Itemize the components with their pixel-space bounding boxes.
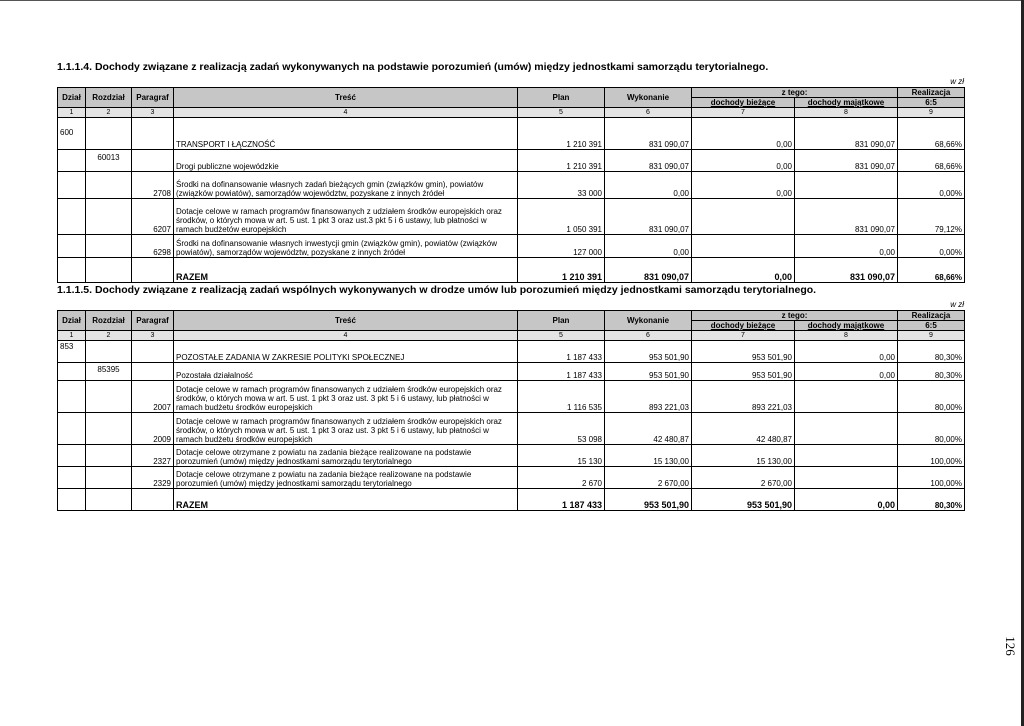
dzial-name: TRANSPORT I ŁĄCZNOŚĆ (174, 118, 518, 150)
cell-realizacja: 68,66% (898, 118, 965, 150)
total-realizacja: 80,30% (898, 489, 965, 511)
header-dochody-majatkowe: dochody majątkowe (795, 321, 898, 331)
cell-majatkowe: 0,00 (795, 341, 898, 363)
total-wykonanie: 831 090,07 (605, 258, 692, 283)
cell-realizacja: 0,00% (898, 235, 965, 258)
header-plan: Plan (518, 311, 605, 331)
cell-wykonanie: 953 501,90 (605, 363, 692, 381)
paragraf-name: Dotacje celowe otrzymane z powiatu na zadania bieżące realizowane na podstawie porozumień (umów) między jednostkami samorządu terytorialnego (174, 467, 518, 489)
paragraf-code: 2009 (132, 413, 174, 445)
table-row (58, 341, 965, 363)
cell-wykonanie: 0,00 (605, 235, 692, 258)
colnum: 9 (898, 331, 965, 341)
table-row (58, 445, 965, 467)
header-realizacja: Realizacja (898, 311, 965, 321)
cell-plan: 1 210 391 (518, 150, 605, 172)
header-dzial: Dział (58, 311, 86, 331)
header-dochody-biezace: dochody bieżące (692, 98, 795, 108)
header-paragraf: Paragraf (132, 311, 174, 331)
cell-plan: 1 187 433 (518, 341, 605, 363)
header-wykonanie: Wykonanie (605, 88, 692, 108)
unit-label-2: w zł (950, 300, 964, 309)
colnum: 6 (605, 108, 692, 118)
total-label: RAZEM (174, 489, 518, 511)
header-z-tego: z tego: (692, 88, 898, 98)
rozdzial-name: Pozostała działalność (174, 363, 518, 381)
page-number: 126 (1002, 636, 1018, 656)
paragraf-code: 2327 (132, 445, 174, 467)
total-majatkowe: 831 090,07 (795, 258, 898, 283)
cell-realizacja: 80,00% (898, 381, 965, 413)
total-plan: 1 187 433 (518, 489, 605, 511)
total-biezace: 953 501,90 (692, 489, 795, 511)
cell-plan: 2 670 (518, 467, 605, 489)
cell-biezace: 893 221,03 (692, 381, 795, 413)
cell-biezace: 0,00 (692, 150, 795, 172)
cell-biezace: 0,00 (692, 172, 795, 199)
colnum: 7 (692, 331, 795, 341)
cell-realizacja: 79,12% (898, 199, 965, 235)
table-row (58, 172, 965, 199)
rozdzial-code: 85395 (86, 363, 132, 381)
header-paragraf: Paragraf (132, 88, 174, 108)
total-wykonanie: 953 501,90 (605, 489, 692, 511)
cell-plan: 1 050 391 (518, 199, 605, 235)
header-tresc: Treść (174, 311, 518, 331)
rozdzial-code: 60013 (86, 150, 132, 172)
cell-biezace (692, 199, 795, 235)
header-z-tego: z tego: (692, 311, 898, 321)
total-majatkowe: 0,00 (795, 489, 898, 511)
cell-plan: 1 210 391 (518, 118, 605, 150)
cell-plan: 53 098 (518, 413, 605, 445)
table-row (58, 199, 965, 235)
cell-realizacja: 80,00% (898, 413, 965, 445)
colnum: 2 (86, 108, 132, 118)
dzial-code: 600 (58, 118, 86, 150)
rozdzial-name: Drogi publiczne wojewódzkie (174, 150, 518, 172)
cell-wykonanie: 2 670,00 (605, 467, 692, 489)
dzial-name: POZOSTAŁE ZADANIA W ZAKRESIE POLITYKI SPOŁECZNEJ (174, 341, 518, 363)
colnum: 2 (86, 331, 132, 341)
paragraf-name: Dotacje celowe otrzymane z powiatu na zadania bieżące realizowane na podstawie porozumień (umów) między jednostkami samorządu terytorialnego (174, 445, 518, 467)
paragraf-name: Środki na dofinansowanie własnych inwestycji gmin (związków gmin), powiatów (związków powiatów), samorządów województw, pozyskane z innych źródeł (174, 235, 518, 258)
cell-wykonanie: 15 130,00 (605, 445, 692, 467)
cell-realizacja: 68,66% (898, 150, 965, 172)
colnum: 5 (518, 108, 605, 118)
budget-table-2 (57, 310, 965, 511)
table-row (58, 150, 965, 172)
cell-realizacja: 100,00% (898, 445, 965, 467)
header-rozdzial: Rozdział (86, 88, 132, 108)
cell-plan: 15 130 (518, 445, 605, 467)
colnum: 1 (58, 108, 86, 118)
scan-top-edge (0, 0, 1024, 1)
cell-majatkowe: 0,00 (795, 363, 898, 381)
paragraf-code: 6298 (132, 235, 174, 258)
paragraf-name: Środki na dofinansowanie własnych zadań bieżących gmin (związków gmin), powiatów (związków powiatów), samorządów województw, pozyskane z innych źródeł (174, 172, 518, 199)
colnum: 9 (898, 108, 965, 118)
table-row (58, 413, 965, 445)
unit-label-1: w zł (950, 77, 964, 86)
cell-majatkowe: 831 090,07 (795, 199, 898, 235)
cell-majatkowe (795, 381, 898, 413)
paragraf-code: 2007 (132, 381, 174, 413)
total-realizacja: 68,66% (898, 258, 965, 283)
cell-wykonanie: 831 090,07 (605, 150, 692, 172)
cell-realizacja: 100,00% (898, 467, 965, 489)
total-row (58, 489, 965, 511)
table-row (58, 467, 965, 489)
cell-biezace: 2 670,00 (692, 467, 795, 489)
cell-majatkowe (795, 445, 898, 467)
table-row (58, 363, 965, 381)
cell-majatkowe: 831 090,07 (795, 150, 898, 172)
colnum: 1 (58, 331, 86, 341)
colnum: 3 (132, 331, 174, 341)
header-tresc: Treść (174, 88, 518, 108)
total-row (58, 258, 965, 283)
cell-biezace (692, 235, 795, 258)
cell-plan: 127 000 (518, 235, 605, 258)
paragraf-code: 2708 (132, 172, 174, 199)
header-dzial: Dział (58, 88, 86, 108)
paragraf-name: Dotacje celowe w ramach programów finansowanych z udziałem środków europejskich oraz środków, o których mowa w art. 5 ust. 1 pkt 3 oraz ust. 3 pkt 5 i 6 ustawy, lub płatności w ramach budżetu środków europejskich (174, 413, 518, 445)
cell-majatkowe: 0,00 (795, 235, 898, 258)
section-title-1: 1.1.1.4. Dochody związane z realizacją zadań wykonywanych na podstawie porozumień (umów) między jednostkami samorządu terytorialnego. (57, 61, 769, 73)
header-wykonanie: Wykonanie (605, 311, 692, 331)
colnum: 4 (174, 331, 518, 341)
colnum: 8 (795, 108, 898, 118)
cell-plan: 1 187 433 (518, 363, 605, 381)
paragraf-name: Dotacje celowe w ramach programów finansowanych z udziałem środków europejskich oraz środków, o których mowa w art. 5 ust. 1 pkt 3 oraz ust. 3 pkt 5 i 6 ustawy, lub płatności w ramach budżetu środków europejskich (174, 381, 518, 413)
cell-plan: 33 000 (518, 172, 605, 199)
paragraf-name: Dotacje celowe w ramach programów finansowanych z udziałem środków europejskich oraz środków, o których mowa w art. 5 ust. 1 pkt 3 oraz ust.3 pkt 5 i 6 ustawy, lub płatności w ramach budżetów europejskich (174, 199, 518, 235)
cell-biezace: 42 480,87 (692, 413, 795, 445)
header-realizacja: Realizacja (898, 88, 965, 98)
cell-wykonanie: 42 480,87 (605, 413, 692, 445)
colnum: 6 (605, 331, 692, 341)
paragraf-code: 2329 (132, 467, 174, 489)
total-biezace: 0,00 (692, 258, 795, 283)
total-label: RAZEM (174, 258, 518, 283)
colnum: 7 (692, 108, 795, 118)
header-rozdzial: Rozdział (86, 311, 132, 331)
cell-wykonanie: 953 501,90 (605, 341, 692, 363)
cell-plan: 1 116 535 (518, 381, 605, 413)
cell-majatkowe (795, 413, 898, 445)
section-title-2: 1.1.1.5. Dochody związane z realizacją zadań wspólnych wykonywanych w drodze umów lub porozumień między jednostkami samorządu terytorialnego. (57, 284, 817, 296)
paragraf-code: 6207 (132, 199, 174, 235)
cell-wykonanie: 831 090,07 (605, 199, 692, 235)
cell-wykonanie: 0,00 (605, 172, 692, 199)
dzial-code: 853 (58, 341, 86, 363)
cell-majatkowe: 831 090,07 (795, 118, 898, 150)
cell-biezace: 15 130,00 (692, 445, 795, 467)
cell-biezace: 953 501,90 (692, 341, 795, 363)
header-ratio: 6:5 (898, 98, 965, 108)
header-ratio: 6:5 (898, 321, 965, 331)
colnum: 4 (174, 108, 518, 118)
cell-realizacja: 0,00% (898, 172, 965, 199)
cell-biezace: 953 501,90 (692, 363, 795, 381)
total-plan: 1 210 391 (518, 258, 605, 283)
cell-majatkowe (795, 467, 898, 489)
table-row (58, 118, 965, 150)
header-plan: Plan (518, 88, 605, 108)
cell-realizacja: 80,30% (898, 363, 965, 381)
cell-wykonanie: 831 090,07 (605, 118, 692, 150)
header-dochody-biezace: dochody bieżące (692, 321, 795, 331)
cell-majatkowe (795, 172, 898, 199)
cell-realizacja: 80,30% (898, 341, 965, 363)
cell-biezace: 0,00 (692, 118, 795, 150)
colnum: 8 (795, 331, 898, 341)
table-row (58, 381, 965, 413)
cell-wykonanie: 893 221,03 (605, 381, 692, 413)
colnum: 3 (132, 108, 174, 118)
colnum: 5 (518, 331, 605, 341)
header-dochody-majatkowe: dochody majątkowe (795, 98, 898, 108)
table-row (58, 235, 965, 258)
budget-table-1 (57, 87, 965, 283)
